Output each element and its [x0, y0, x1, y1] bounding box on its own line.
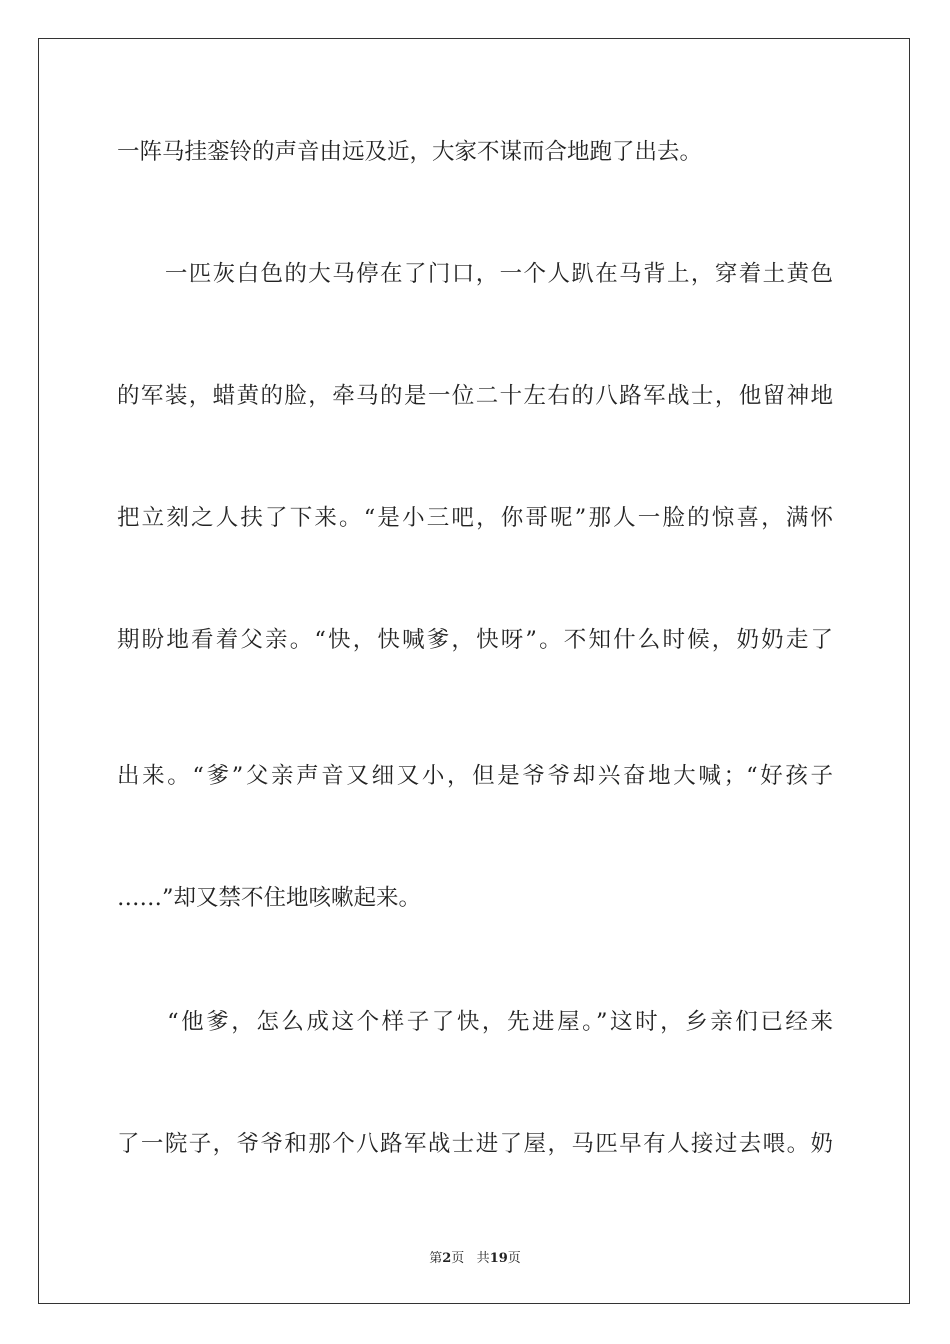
total-prefix: 共 [476, 1251, 490, 1266]
page-number: 2 [442, 1251, 452, 1266]
page-prefix: 第 [429, 1251, 443, 1266]
page-footer [0, 1247, 950, 1266]
paragraph-line: ……”却又禁不住地咳嗽起来。 [117, 885, 422, 911]
total-suffix: 页 [507, 1251, 521, 1266]
total-pages: 19 [489, 1251, 508, 1266]
paragraph-line: 一匹灰白色的大马停在了门口，一个人趴在马背上，穿着土黄色 [117, 261, 833, 287]
paragraph-line: “他爹，怎么成这个样子了快，先进屋。”这时，乡亲们已经来 [117, 1009, 833, 1035]
paragraph-line: 了一院子，爷爷和那个八路军战士进了屋，马匹早有人接过去喂。奶 [117, 1131, 833, 1157]
paragraph-line: 出来。“爹”父亲声音又细又小，但是爷爷却兴奋地大喊；“好孩子 [117, 763, 833, 789]
paragraph-line: 期盼地看着父亲。“快，快喊爹，快呀”。不知什么时候，奶奶走了 [117, 627, 833, 653]
page-border [38, 38, 910, 1304]
paragraph-line: 一阵马挂銮铃的声音由远及近，大家不谋而合地跑了出去。 [117, 139, 703, 165]
paragraph-line: 的军装，蜡黄的脸，牵马的是一位二十左右的八路军战士，他留神地 [117, 383, 833, 409]
page-suffix: 页 [451, 1251, 465, 1266]
paragraph-line: 把立刻之人扶了下来。“是小三吧，你哥呢”那人一脸的惊喜，满怀 [117, 505, 833, 531]
